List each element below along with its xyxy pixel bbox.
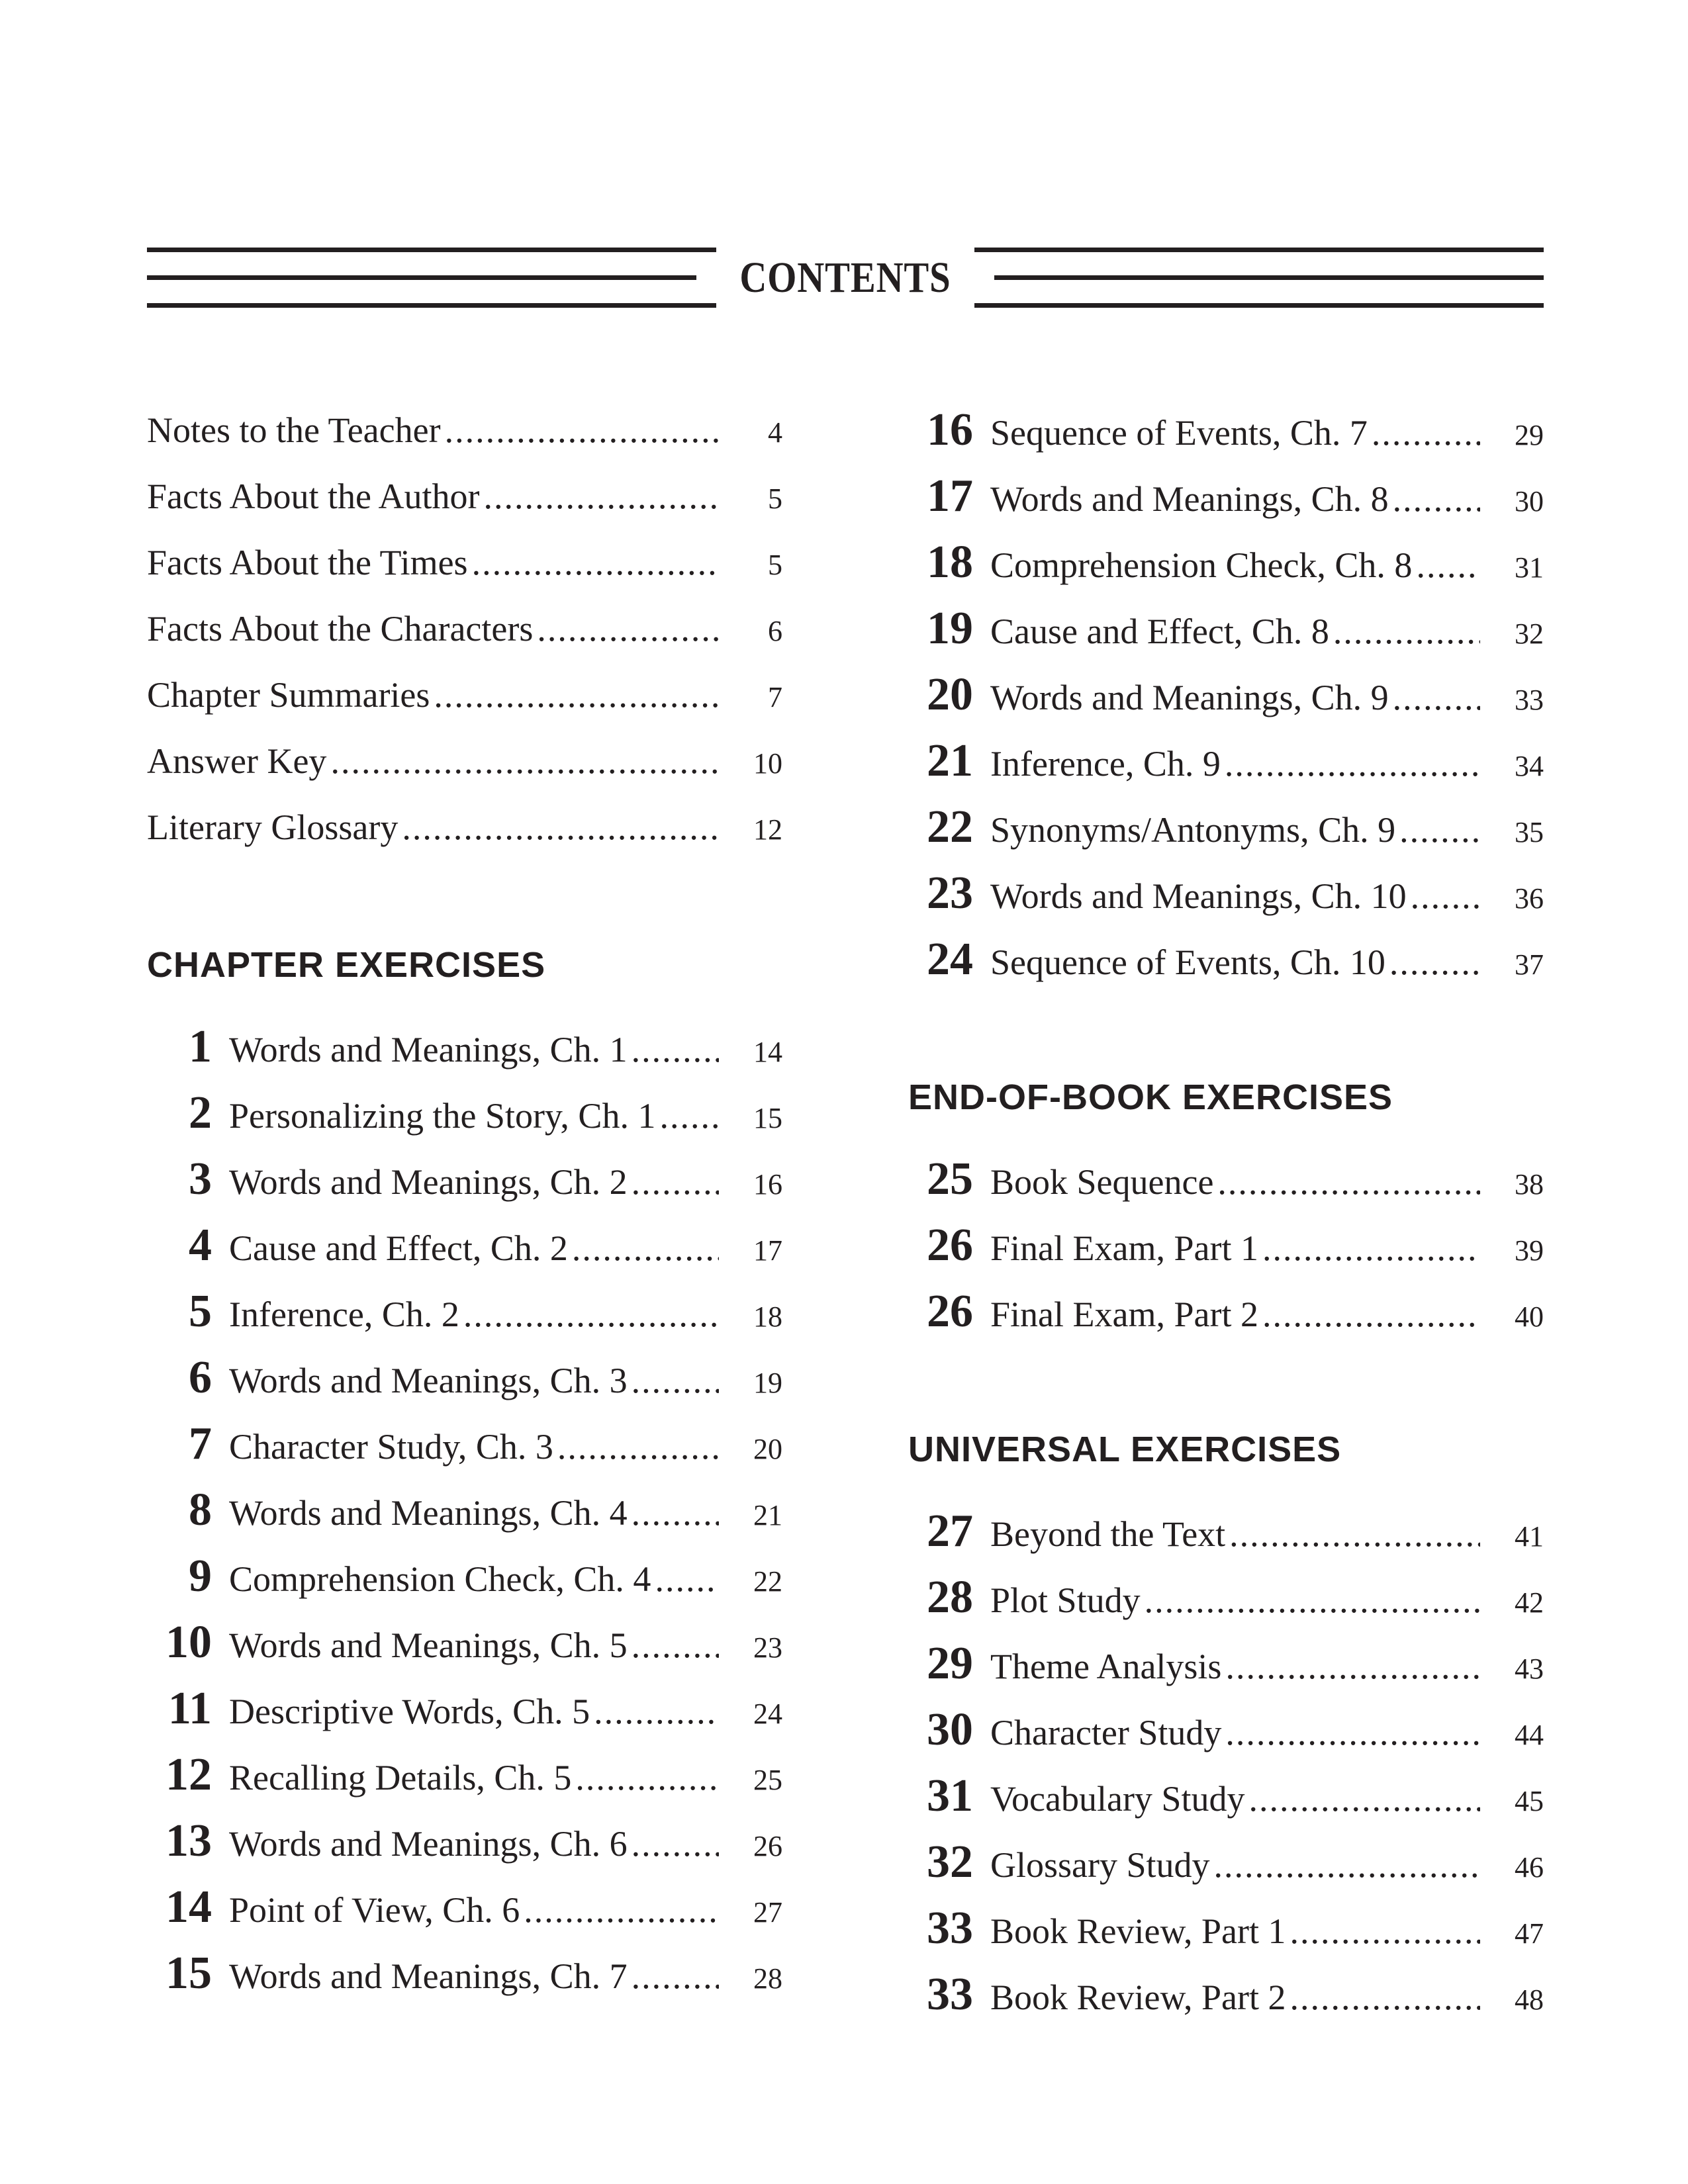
toc-entry-label: Words and Meanings, Ch. 1	[229, 1030, 628, 1069]
leader-dots	[402, 794, 719, 860]
toc-entry-label: Book Review, Part 2	[990, 1978, 1286, 2017]
toc-entry-page: 6	[768, 615, 782, 647]
toc-entry-page: 7	[768, 681, 782, 713]
toc-entry-page: 14	[753, 1036, 782, 1068]
leader-dots	[1289, 1898, 1480, 1964]
toc-entry-label: Facts About the Author	[147, 477, 480, 516]
toc-entry-label: Character Study, Ch. 3	[229, 1427, 553, 1467]
toc-entry-page: 44	[1515, 1719, 1544, 1751]
toc-entry[interactable]	[147, 1279, 782, 1345]
toc-entry-label: Character Study	[990, 1713, 1222, 1752]
toc-entry[interactable]	[908, 1829, 1544, 1895]
toc-entry-page: 43	[1515, 1653, 1544, 1685]
toc-entry-label: Notes to the Teacher	[147, 410, 441, 450]
leader-dots	[1225, 731, 1480, 797]
exercise-number: 33	[927, 1969, 973, 2020]
exercise-number: 8	[189, 1484, 212, 1535]
toc-entry-label: Literary Glossary	[147, 807, 399, 847]
toc-entry-page: 26	[753, 1830, 782, 1862]
toc-entry[interactable]	[908, 397, 1544, 463]
exercise-number: 16	[927, 404, 973, 455]
toc-entry-label: Point of View, Ch. 6	[229, 1890, 520, 1930]
toc-entry-page: 47	[1515, 1917, 1544, 1950]
exercise-number: 11	[167, 1683, 212, 1734]
exercise-number: 29	[927, 1638, 973, 1689]
leader-dots	[632, 1017, 719, 1083]
exercise-number: 17	[927, 471, 973, 522]
toc-entry-label: Sequence of Events, Ch. 7	[990, 413, 1368, 453]
toc-entry[interactable]	[908, 1498, 1544, 1565]
toc-entry-label: Inference, Ch. 9	[990, 744, 1221, 784]
toc-entry-page: 5	[768, 482, 782, 515]
leader-dots	[1145, 1567, 1480, 1633]
toc-entry-page: 21	[753, 1499, 782, 1531]
toc-entry-page: 17	[753, 1234, 782, 1267]
toc-entry-label: Final Exam, Part 2	[990, 1295, 1258, 1334]
toc-entry-label: Comprehension Check, Ch. 8	[990, 545, 1413, 585]
exercise-number: 7	[189, 1418, 212, 1469]
toc-entry[interactable]	[908, 1565, 1544, 1631]
leader-dots	[632, 1612, 719, 1678]
toc-entry[interactable]	[147, 1874, 782, 1940]
leader-dots	[1416, 532, 1480, 598]
toc-entry-label: Words and Meanings, Ch. 9	[990, 678, 1389, 717]
toc-entry[interactable]	[147, 1808, 782, 1874]
toc-entry[interactable]	[147, 1014, 782, 1080]
leader-dots	[655, 1546, 719, 1612]
header-rule-right-bottom	[974, 303, 1544, 308]
leader-dots	[524, 1877, 719, 1943]
toc-entry[interactable]	[147, 1940, 782, 2007]
toc-entry[interactable]	[147, 1212, 782, 1279]
leader-dots	[1217, 1149, 1480, 1215]
leader-dots	[1372, 400, 1480, 466]
contents-header	[147, 238, 1544, 318]
toc-entry-page: 18	[753, 1300, 782, 1333]
leader-dots	[434, 662, 719, 728]
contents-right-column	[908, 397, 1544, 2028]
toc-entry-page: 29	[1515, 419, 1544, 451]
toc-entry[interactable]	[147, 1543, 782, 1610]
leader-dots	[445, 397, 719, 463]
toc-entry-page: 36	[1515, 882, 1544, 915]
toc-entry-page: 28	[753, 1962, 782, 1995]
toc-entry[interactable]	[147, 1742, 782, 1808]
leader-dots	[659, 1083, 719, 1149]
toc-entry-label: Final Exam, Part 1	[990, 1228, 1258, 1268]
exercise-number: 12	[165, 1749, 212, 1800]
toc-entry-label: Facts About the Characters	[147, 609, 534, 649]
toc-entry-label: Comprehension Check, Ch. 4	[229, 1559, 651, 1599]
toc-entry-label: Beyond the Text	[990, 1514, 1226, 1554]
toc-entry[interactable]	[908, 1279, 1544, 1345]
leader-dots	[1229, 1501, 1480, 1567]
leader-dots	[1389, 929, 1480, 995]
exercise-number: 14	[165, 1882, 212, 1933]
toc-entry[interactable]	[147, 1345, 782, 1411]
exercise-number: 23	[927, 868, 973, 919]
toc-entry[interactable]	[908, 860, 1544, 927]
toc-entry[interactable]	[908, 1212, 1544, 1279]
toc-entry[interactable]	[908, 596, 1544, 662]
toc-entry-page: 40	[1515, 1300, 1544, 1333]
leader-dots	[632, 1149, 719, 1215]
leader-dots	[632, 1480, 719, 1546]
toc-entry-page: 31	[1515, 551, 1544, 584]
toc-entry-page: 4	[768, 416, 782, 449]
toc-entry[interactable]	[147, 529, 782, 596]
toc-entry-label: Words and Meanings, Ch. 8	[990, 479, 1389, 519]
toc-entry-page: 32	[1515, 617, 1544, 650]
leader-dots	[472, 529, 719, 596]
toc-entry-label: Plot Study	[990, 1580, 1141, 1620]
header-rule-left-top	[147, 248, 716, 252]
toc-entry-label: Glossary Study	[990, 1845, 1210, 1885]
exercise-number: 5	[189, 1286, 212, 1337]
section-title-chapter-exercises: CHAPTER EXERCISES	[147, 945, 546, 985]
section-title-end-of-book-exercises: END-OF-BOOK EXERCISES	[908, 1077, 1393, 1117]
toc-entry-page: 30	[1515, 485, 1544, 518]
header-rule-right-top	[974, 248, 1544, 252]
toc-entry-page: 48	[1515, 1983, 1544, 2016]
toc-entry-label: Words and Meanings, Ch. 3	[229, 1361, 628, 1400]
toc-entry[interactable]	[147, 794, 782, 860]
toc-entry-page: 24	[753, 1698, 782, 1730]
toc-entry-page: 46	[1515, 1851, 1544, 1884]
toc-entry[interactable]	[147, 728, 782, 794]
header-rule-right-mid	[994, 275, 1544, 280]
exercise-number: 27	[927, 1506, 973, 1557]
toc-entry-page: 33	[1515, 684, 1544, 716]
exercise-number: 26	[927, 1220, 973, 1271]
leader-dots	[1225, 1633, 1480, 1700]
exercise-number: 3	[189, 1154, 212, 1205]
toc-entry-page: 25	[753, 1764, 782, 1796]
toc-entry-label: Words and Meanings, Ch. 7	[229, 1956, 628, 1996]
exercise-number: 20	[927, 669, 973, 720]
leader-dots	[575, 1745, 719, 1811]
exercise-number: 10	[165, 1617, 212, 1668]
toc-entry[interactable]	[147, 1411, 782, 1477]
exercise-number: 4	[189, 1220, 212, 1271]
toc-entry-page: 22	[753, 1565, 782, 1598]
toc-entry[interactable]	[147, 397, 782, 463]
exercise-number: 15	[165, 1948, 212, 1999]
toc-entry-label: Book Sequence	[990, 1162, 1214, 1202]
toc-entry-label: Personalizing the Story, Ch. 1	[229, 1096, 656, 1136]
leader-dots	[1225, 1700, 1480, 1766]
toc-entry-page: 5	[768, 549, 782, 581]
leader-dots	[632, 1811, 719, 1877]
toc-entry[interactable]	[147, 1146, 782, 1212]
toc-entry-page: 19	[753, 1367, 782, 1399]
toc-entry-page: 20	[753, 1433, 782, 1465]
toc-entry[interactable]	[147, 1676, 782, 1742]
toc-entry-page: 37	[1515, 948, 1544, 981]
exercise-number: 28	[927, 1572, 973, 1623]
leader-dots	[1262, 1281, 1480, 1347]
leader-dots	[1214, 1832, 1480, 1898]
leader-dots	[1393, 466, 1480, 532]
toc-entry-page: 39	[1515, 1234, 1544, 1267]
exercise-number: 1	[189, 1021, 212, 1072]
toc-entry-label: Cause and Effect, Ch. 8	[990, 612, 1329, 651]
toc-entry[interactable]	[147, 662, 782, 728]
leader-dots	[557, 1414, 719, 1480]
leader-dots	[1262, 1215, 1480, 1281]
toc-entry-label: Facts About the Times	[147, 543, 468, 582]
exercise-number: 2	[189, 1087, 212, 1138]
leader-dots	[1289, 1964, 1480, 2030]
leader-dots	[1393, 664, 1480, 731]
toc-entry-label: Words and Meanings, Ch. 5	[229, 1625, 628, 1665]
page-title: CONTENTS	[739, 253, 951, 302]
toc-entry[interactable]	[908, 1146, 1544, 1212]
toc-entry-page: 15	[753, 1102, 782, 1134]
leader-dots	[572, 1215, 719, 1281]
toc-entry-label: Recalling Details, Ch. 5	[229, 1758, 572, 1797]
exercise-number: 25	[927, 1154, 973, 1205]
toc-entry[interactable]	[908, 1631, 1544, 1697]
toc-entry-label: Synonyms/Antonyms, Ch. 9	[990, 810, 1396, 850]
toc-entry[interactable]	[908, 662, 1544, 728]
exercise-number: 30	[927, 1704, 973, 1755]
toc-entry-page: 38	[1515, 1168, 1544, 1201]
toc-entry-label: Sequence of Events, Ch. 10	[990, 942, 1385, 982]
toc-entry-page: 45	[1515, 1785, 1544, 1817]
toc-entry-label: Vocabulary Study	[990, 1779, 1245, 1819]
toc-entry[interactable]	[147, 1477, 782, 1543]
leader-dots	[1333, 598, 1480, 664]
toc-entry-page: 23	[753, 1631, 782, 1664]
toc-entry[interactable]	[908, 1962, 1544, 2028]
exercise-number: 18	[927, 537, 973, 588]
toc-entry-page: 41	[1515, 1520, 1544, 1553]
leader-dots	[1248, 1766, 1480, 1832]
leader-dots	[1399, 797, 1480, 863]
header-rule-left-bottom	[147, 303, 716, 308]
toc-entry-page: 42	[1515, 1586, 1544, 1619]
toc-entry-label: Answer Key	[147, 741, 327, 781]
toc-entry-label: Words and Meanings, Ch. 6	[229, 1824, 628, 1864]
toc-entry-label: Theme Analysis	[990, 1647, 1222, 1686]
leader-dots	[330, 728, 719, 794]
exercise-number: 9	[189, 1551, 212, 1602]
toc-entry-label: Chapter Summaries	[147, 675, 430, 715]
toc-entry-page: 34	[1515, 750, 1544, 782]
leader-dots	[463, 1281, 719, 1347]
exercise-number: 13	[165, 1815, 212, 1866]
exercise-number: 33	[927, 1903, 973, 1954]
toc-entry[interactable]	[147, 463, 782, 529]
toc-entry-label: Descriptive Words, Ch. 5	[229, 1692, 590, 1731]
leader-dots	[594, 1678, 719, 1745]
exercise-number: 31	[927, 1770, 973, 1821]
exercise-number: 22	[927, 801, 973, 852]
toc-entry[interactable]	[147, 1610, 782, 1676]
exercise-number: 6	[189, 1352, 212, 1403]
exercise-number: 24	[927, 934, 973, 985]
toc-entry[interactable]	[908, 927, 1544, 993]
toc-entry-label: Words and Meanings, Ch. 10	[990, 876, 1407, 916]
leader-dots	[632, 1347, 719, 1414]
leader-dots	[483, 463, 719, 529]
toc-entry-label: Book Review, Part 1	[990, 1911, 1286, 1951]
toc-entry-label: Words and Meanings, Ch. 2	[229, 1162, 628, 1202]
section-title-universal-exercises: UNIVERSAL EXERCISES	[908, 1430, 1342, 1469]
toc-entry[interactable]	[908, 728, 1544, 794]
leader-dots	[632, 1943, 719, 2009]
exercise-number: 21	[927, 735, 973, 786]
exercise-number: 26	[927, 1286, 973, 1337]
leader-dots	[537, 596, 719, 662]
contents-left-column	[147, 397, 782, 2007]
toc-entry[interactable]	[147, 1080, 782, 1146]
toc-entry-page: 27	[753, 1896, 782, 1929]
toc-entry-page: 12	[753, 813, 782, 846]
toc-entry-page: 35	[1515, 816, 1544, 848]
toc-entry-label: Words and Meanings, Ch. 4	[229, 1493, 628, 1533]
toc-entry-page: 16	[753, 1168, 782, 1201]
toc-entry[interactable]	[147, 596, 782, 662]
toc-entry-label: Cause and Effect, Ch. 2	[229, 1228, 568, 1268]
toc-entry-page: 10	[753, 747, 782, 780]
exercise-number: 19	[927, 603, 973, 654]
toc-entry[interactable]	[908, 1697, 1544, 1763]
leader-dots	[1411, 863, 1480, 929]
toc-entry-label: Inference, Ch. 2	[229, 1295, 459, 1334]
toc-entry[interactable]	[908, 1763, 1544, 1829]
toc-entry[interactable]	[908, 529, 1544, 596]
exercise-number: 32	[927, 1837, 973, 1888]
toc-entry[interactable]	[908, 794, 1544, 860]
toc-entry[interactable]	[908, 463, 1544, 529]
toc-entry[interactable]	[908, 1895, 1544, 1962]
